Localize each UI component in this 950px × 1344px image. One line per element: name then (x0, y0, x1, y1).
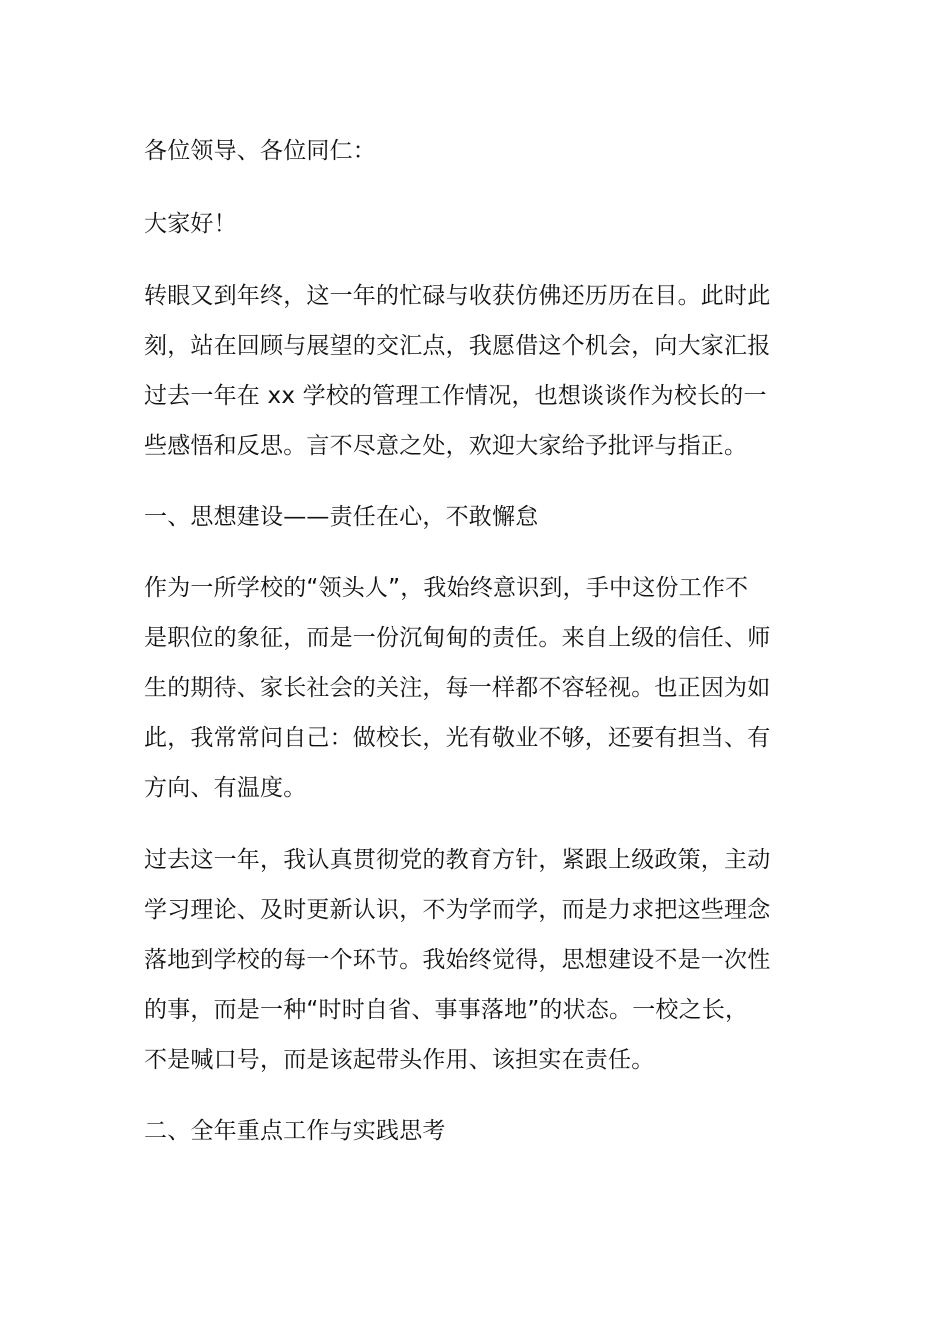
paragraph-line: 刻，站在回顾与展望的交汇点，我愿借这个机会，向大家汇报 (144, 333, 771, 359)
salutation-text: 各位领导、各位同仁： (144, 138, 376, 164)
paragraph-line: 学习理论、及时更新认识，不为学而学，而是力求把这些理念 (144, 897, 771, 923)
paragraph-line: 转眼又到年终，这一年的忙碌与收获仿佛还历历在目。此时此 (144, 283, 771, 309)
paragraph-line: 不是喊口号，而是该起带头作用、该担实在责任。 (144, 1047, 655, 1073)
paragraph-line: 是职位的象征，而是一份沉甸甸的责任。来自上级的信任、师 (144, 625, 771, 651)
paragraph-line: 过去这一年，我认真贯彻党的教育方针，紧跟上级政策，主动 (144, 847, 771, 873)
greeting-text: 大家好！ (144, 211, 237, 237)
section-heading-text: 二、全年重点工作与实践思考 (144, 1118, 446, 1144)
section-heading-2 (144, 1106, 804, 1156)
paragraph-line: 些感悟和反思。言不尽意之处，欢迎大家给予批评与指正。 (144, 433, 748, 459)
section-heading-1 (144, 492, 804, 542)
paragraph-line: 落地到学校的每一个环节。我始终觉得，思想建设不是一次性 (144, 947, 771, 973)
paragraph-line: 作为一所学校的“领头人”，我始终意识到，手中这份工作不 (144, 575, 749, 601)
paragraph-line: 方向、有温度。 (144, 775, 307, 801)
paragraph-line: 生的期待、家长社会的关注，每一样都不容轻视。也正因为如 (144, 675, 771, 701)
paragraph-intro (144, 271, 804, 471)
paragraph-line: 此，我常常问自己：做校长，光有敬业不够，还要有担当、有 (144, 725, 771, 751)
salutation (144, 126, 804, 176)
paragraph-line: 的事，而是一种“时时自省、事事落地”的状态。一校之长， (144, 997, 749, 1023)
paragraph-line: 过去一年在 xx 学校的管理工作情况，也想谈谈作为校长的一 (144, 383, 767, 409)
paragraph-past-year (144, 835, 804, 1085)
paragraph-responsibility (144, 563, 804, 813)
greeting (144, 199, 804, 249)
section-heading-text: 一、思想建设——责任在心，不敢懈怠 (144, 504, 539, 530)
